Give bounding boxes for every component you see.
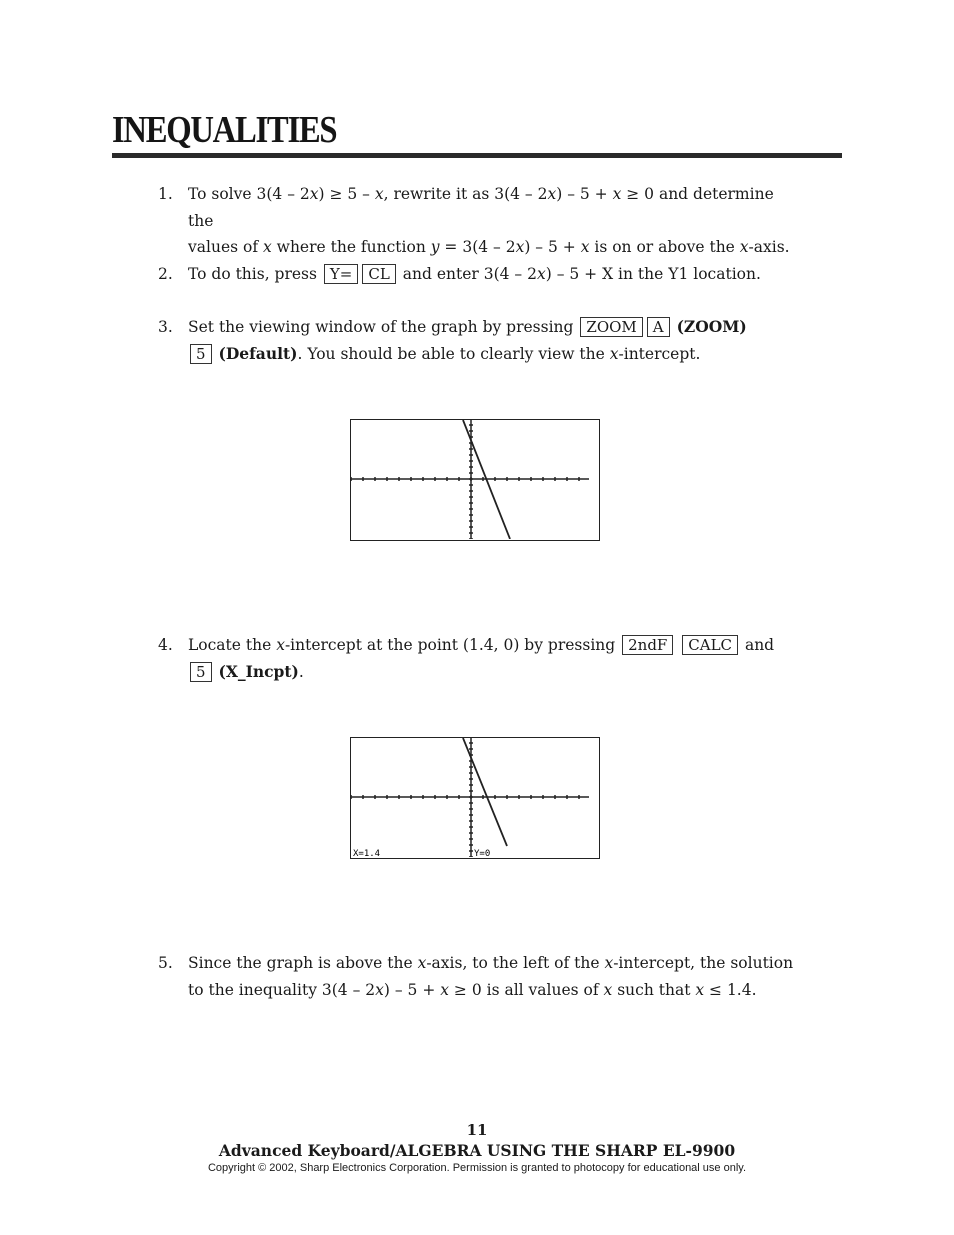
step-2: [158, 261, 798, 288]
step-1: [158, 181, 798, 261]
page-number: 11: [466, 1121, 488, 1139]
title-rule: [112, 153, 842, 158]
step-number: 3.: [158, 318, 173, 336]
key-cl: CL: [362, 264, 395, 284]
graph-plot: [351, 738, 598, 857]
y-readout: Y=0: [474, 849, 491, 857]
key-y-equals: Y=: [324, 264, 358, 284]
step-text: To solve 3(4 – 2x) ≥ 5 – x, rewrite it as 3(4 – 2x) – 5 + x ≥ 0 and determine the values of x where the function y = 3(4 – 2x) – 5 + x is on or above the x-axis.: [188, 185, 790, 256]
step-number: 4.: [158, 636, 173, 654]
key-zoom: ZOOM: [580, 317, 642, 337]
copyright-notice: Copyright © 2002, Sharp Electronics Corporation. Permission is granted to photocopy for educational use only.: [207, 1162, 747, 1174]
x-readout: X=1.4: [353, 849, 381, 857]
key-5: 5: [190, 662, 212, 682]
step-text: To do this, press Y= CL and enter 3(4 – 2x) – 5 + X in the Y1 location.: [188, 265, 761, 283]
step-number: 5.: [158, 954, 173, 972]
calculator-screen-xintercept: [350, 737, 600, 859]
page-title: INEQUALITIES: [112, 109, 337, 151]
step-text: Locate the x-intercept at the point (1.4, 0) by pressing 2ndF CALC and 5 (X_Incpt).: [188, 636, 775, 681]
step-5: [158, 950, 798, 1003]
step-text: Set the viewing window of the graph by pressing ZOOM A (ZOOM) 5 (Default). You should be able to clearly view the x-intercept.: [188, 317, 747, 363]
step-text: Since the graph is above the x-axis, to the left of the x-intercept, the solution to the inequality 3(4 – 2x) – 5 + x ≥ 0 is all values of x such that x ≤ 1.4.: [188, 954, 794, 999]
calculator-screen-default: [350, 419, 600, 541]
step-3: [158, 314, 798, 367]
step-number: 1.: [158, 185, 173, 203]
key-2ndf: 2ndF: [622, 635, 673, 655]
key-a: A: [647, 317, 670, 337]
key-5: 5: [190, 344, 212, 364]
step-4: [158, 632, 798, 685]
key-calc: CALC: [682, 635, 738, 655]
step-number: 2.: [158, 265, 173, 283]
book-title: Advanced Keyboard/ALGEBRA USING THE SHARP EL-9900: [218, 1141, 736, 1160]
graph-plot: [351, 420, 598, 539]
